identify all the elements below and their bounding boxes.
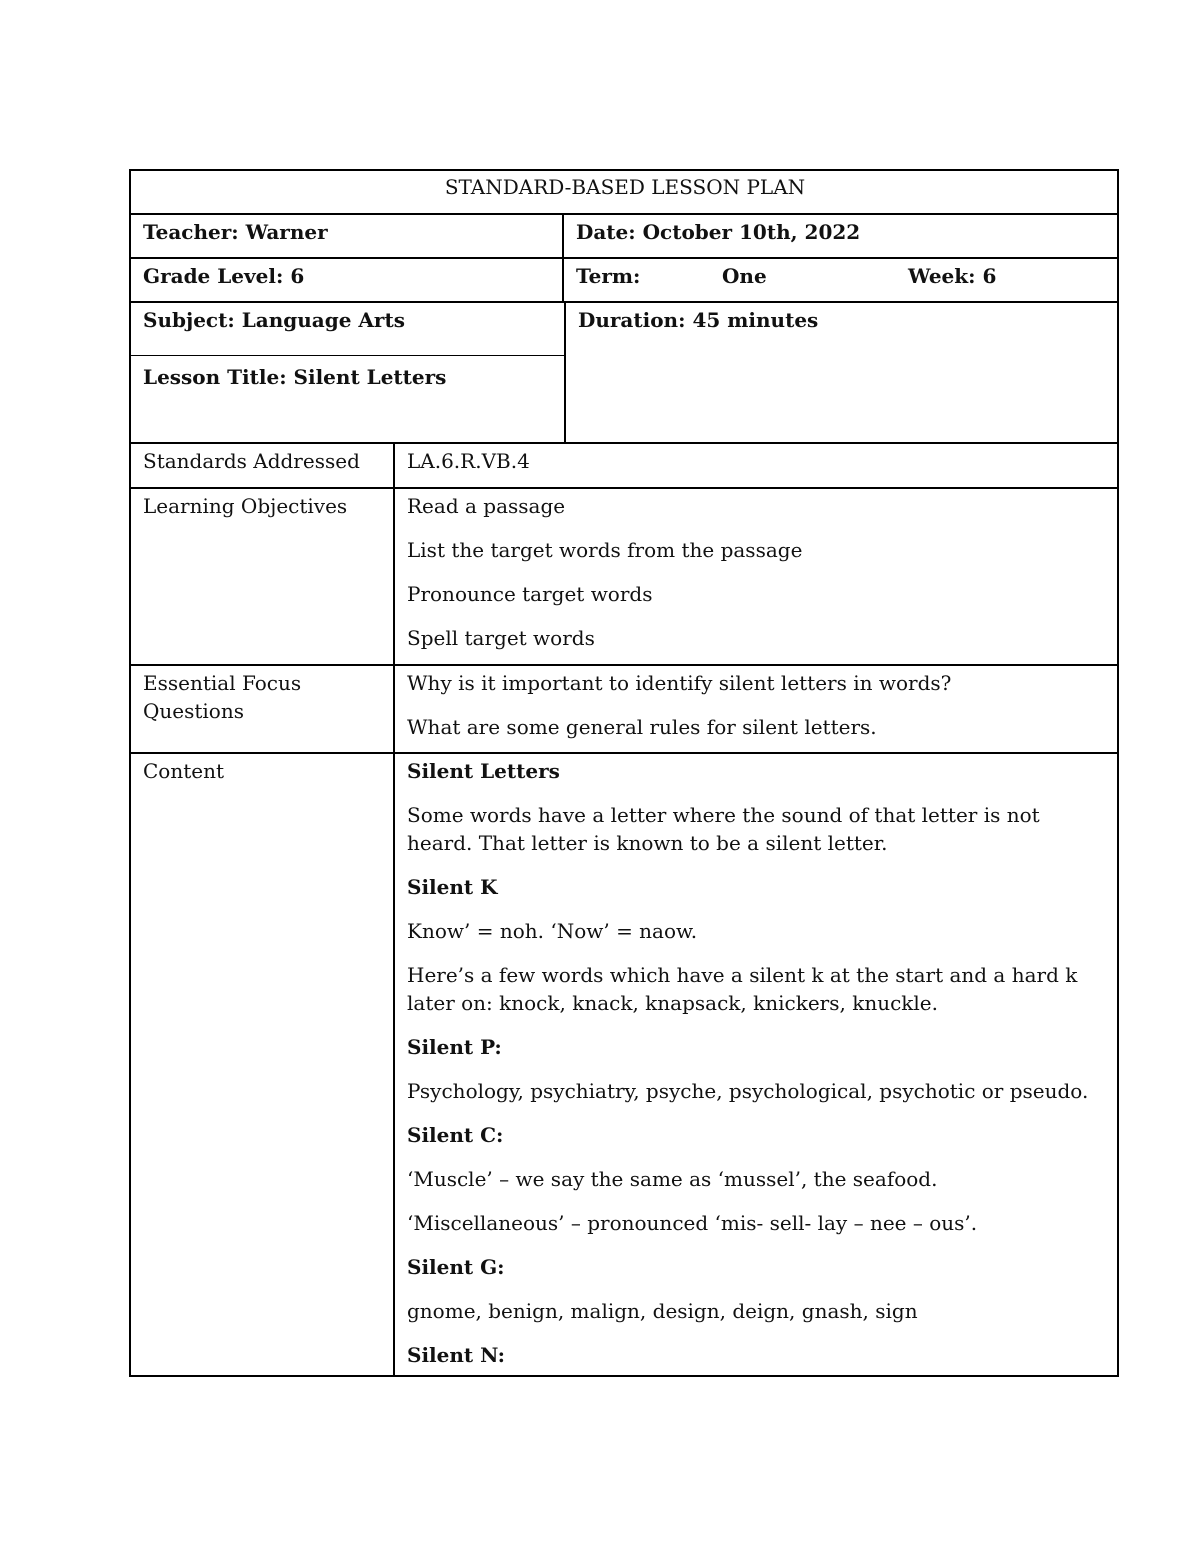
duration-field: Duration: 45 minutes bbox=[578, 308, 819, 332]
page-title: STANDARD-BASED LESSON PLAN bbox=[444, 175, 806, 199]
focus-questions-row bbox=[131, 664, 1117, 752]
focus-question: Why is it important to identify silent letters in words? bbox=[407, 671, 952, 695]
standards-value: LA.6.R.VB.4 bbox=[407, 449, 530, 473]
content-heading: Silent Letters bbox=[407, 759, 560, 783]
content-intro: Some words have a letter where the sound of that letter is not heard. That letter is known to be a silent letter. bbox=[407, 803, 1040, 855]
objectives-list bbox=[395, 489, 1117, 664]
term-week-cell bbox=[564, 259, 1117, 301]
content-label: Content bbox=[131, 754, 395, 1375]
c-example: ‘Muscle’ – we say the same as ‘mussel’, the seafood. bbox=[407, 1167, 938, 1191]
term-label: Term: bbox=[576, 264, 641, 288]
k-example: Know’ = noh. ‘Now’ = naow. bbox=[407, 919, 698, 943]
silent-c-heading: Silent C: bbox=[407, 1123, 504, 1147]
focus-questions-list bbox=[395, 666, 1117, 752]
subject-field: Subject: Language Arts bbox=[143, 308, 405, 332]
silent-g-heading: Silent G: bbox=[407, 1255, 505, 1279]
lesson-plan-table bbox=[129, 169, 1119, 1377]
silent-p-heading: Silent P: bbox=[407, 1035, 502, 1059]
objective-item: Spell target words bbox=[407, 626, 595, 650]
subject-title-cell bbox=[131, 303, 566, 442]
term-value: One bbox=[722, 264, 767, 288]
c-example: ‘Miscellaneous’ – pronounced ‘mis- sell- lay – nee – ous’. bbox=[407, 1211, 978, 1235]
objective-item: Pronounce target words bbox=[407, 582, 653, 606]
lesson-title-field: Lesson Title: Silent Letters bbox=[131, 355, 564, 442]
content-row bbox=[131, 752, 1117, 1375]
teacher-field: Teacher: Warner bbox=[131, 215, 564, 257]
grade-field: Grade Level: 6 bbox=[131, 259, 564, 301]
objective-item: Read a passage bbox=[407, 494, 566, 518]
focus-question: What are some general rules for silent letters. bbox=[407, 715, 877, 739]
week-field: Week: 6 bbox=[908, 264, 997, 288]
silent-k-heading: Silent K bbox=[407, 875, 498, 899]
k-example: Here’s a few words which have a silent k at the start and a hard k later on: knock, knack, knapsack, knickers, knuckle. bbox=[407, 963, 1078, 1015]
grade-term-row bbox=[131, 257, 1117, 301]
standards-row bbox=[131, 442, 1117, 487]
content-body bbox=[395, 754, 1117, 1375]
p-example: Psychology, psychiatry, psyche, psychological, psychotic or pseudo. bbox=[407, 1079, 1089, 1103]
objectives-row bbox=[131, 487, 1117, 664]
objective-item: List the target words from the passage bbox=[407, 538, 803, 562]
date-field: Date: October 10th, 2022 bbox=[576, 220, 861, 244]
objectives-label: Learning Objectives bbox=[131, 489, 395, 664]
subject-duration-row bbox=[131, 301, 1117, 442]
silent-n-heading: Silent N: bbox=[407, 1343, 506, 1367]
g-example: gnome, benign, malign, design, deign, gnash, sign bbox=[407, 1299, 918, 1323]
standards-label: Standards Addressed bbox=[131, 444, 395, 487]
teacher-date-row bbox=[131, 213, 1117, 257]
focus-questions-label: Essential Focus Questions bbox=[131, 666, 395, 752]
title-row bbox=[131, 171, 1117, 213]
